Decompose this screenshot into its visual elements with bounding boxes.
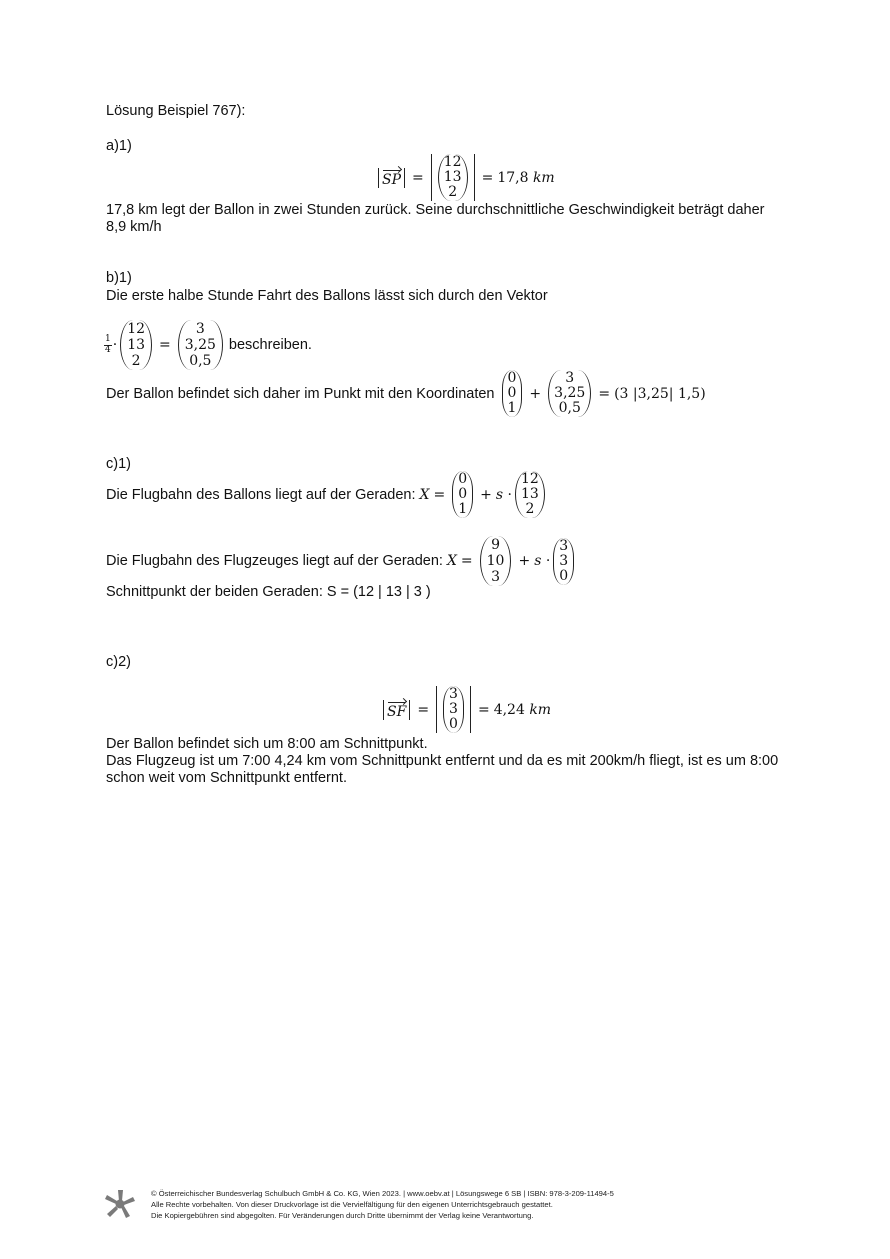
part-c1-label: c)1): [106, 456, 131, 472]
footer-line2: Alle Rechte vorbehalten. Von dieser Druckvorlage ist die Vervielfältigung für den eigenen Unterrichtsgebrauch gestattet.: [151, 1200, 553, 1209]
c1-plane-direction: 3 3 0: [553, 538, 574, 585]
c1-intersection: Schnittpunkt der beiden Geraden: S = (12 | 13 | 3 ): [106, 584, 431, 600]
part-c2-label: c)2): [106, 654, 131, 670]
b1-fraction: $\frac{1}{4}$: [105, 334, 111, 355]
c1-param-1: s: [495, 486, 504, 503]
a1-vector-x: 12: [443, 154, 462, 170]
a1-abs-lhs: [378, 168, 405, 188]
c1-plane-point: 9 10 3: [480, 536, 512, 586]
b1-formula: $\frac{1}{4}$ · 12 13 2 = 3 3,25 0,5 beschreiben.: [105, 321, 312, 369]
a1-vector-z: 2: [448, 184, 458, 200]
b1-position-line: Der Ballon befindet sich daher im Punkt mit den Koordinaten 0 0 1 + 3 3,25 0,5 = (3 |3,25| 1,5): [106, 370, 706, 416]
a1-result: 17,8: [497, 169, 529, 186]
footer-line1: © Österreichischer Bundesverlag Schulbuch GmbH & Co. KG, Wien 2023. | www.oebv.at | Lösungswege 6 SB | ISBN: 978-3-209-11494-5: [151, 1189, 614, 1198]
b1-position-text: Der Ballon befindet sich daher im Punkt mit den Koordinaten: [106, 385, 495, 402]
b1-after-text: beschreiben.: [228, 337, 312, 353]
c1-balloon-point: 0 0 1: [452, 471, 473, 518]
c2-vector: 3 3 0: [443, 686, 464, 733]
c2-result: 4,24: [493, 701, 525, 718]
c2-line1: Der Ballon befindet sich um 8:00 am Schnittpunkt.: [106, 736, 428, 752]
part-a1-label: a)1): [106, 138, 132, 154]
b1-add-vector: 3 3,25 0,5: [548, 370, 591, 417]
c2-formula: SF = 3 3 0 = 4,24 km: [380, 686, 551, 733]
c2-unit: km: [529, 701, 552, 718]
footer-line3: Die Kopiergebühren sind abgegolten. Für Veränderungen durch Dritte übernimmt der Verlag keine Verantwortung.: [151, 1211, 534, 1220]
a1-text-line2: 8,9 km/h: [106, 219, 162, 235]
a1-vector-sp: SP: [382, 168, 401, 188]
a1-text-line1: 17,8 km legt der Ballon in zwei Stunden zurück. Seine durchschnittliche Geschwindigkeit beträgt daher: [106, 202, 765, 218]
b1-intro: Die erste halbe Stunde Fahrt des Ballons lässt sich durch den Vektor: [106, 288, 548, 304]
a1-abs-vector: [431, 154, 475, 201]
c2-vector-sf: SF: [387, 700, 406, 720]
b1-vector: 12 13 2: [120, 320, 152, 370]
a1-unit: km: [532, 169, 555, 186]
publisher-logo-icon: [104, 1188, 136, 1220]
b1-point: (3 |3,25| 1,5): [614, 385, 706, 402]
c1-balloon-line: Die Flugbahn des Ballons liegt auf der Geraden: X = 0 0 1 + s · 12 13 2: [106, 471, 548, 518]
c1-balloon-text: Die Flugbahn des Ballons liegt auf der Geraden:: [106, 486, 416, 503]
c2-abs-vector: [436, 686, 471, 733]
c1-var-x-1: X: [419, 486, 430, 503]
c1-plane-text: Die Flugbahn des Flugzeuges liegt auf der Geraden:: [106, 553, 443, 569]
footer: [151, 1188, 614, 1221]
a1-formula: SP = 12 13 2 = 17,8 km: [375, 154, 555, 201]
a1-vector: [438, 154, 468, 201]
c2-line2: Das Flugzeug ist um 7:00 4,24 km vom Schnittpunkt entfernt und da es mit 200km/h fliegt, ist es um 8:00: [106, 753, 779, 769]
part-b1-label: b)1): [106, 270, 132, 286]
c2-abs-lhs: [383, 700, 410, 720]
c1-balloon-direction: 12 13 2: [515, 471, 545, 518]
a1-vector-y: 13: [443, 169, 462, 185]
solution-heading: Lösung Beispiel 767):: [106, 103, 246, 119]
b1-result-vector: 3 3,25 0,5: [178, 320, 223, 370]
c2-line3: schon weit vom Schnittpunkt entfernt.: [106, 770, 347, 786]
b1-start-vector: 0 0 1: [502, 370, 523, 417]
c1-plane-line: Die Flugbahn des Flugzeuges liegt auf der Geraden: X = 9 10 3 + s · 3 3 0: [106, 536, 577, 586]
c1-param-2: s: [534, 553, 542, 569]
c1-var-x-2: X: [446, 553, 457, 569]
